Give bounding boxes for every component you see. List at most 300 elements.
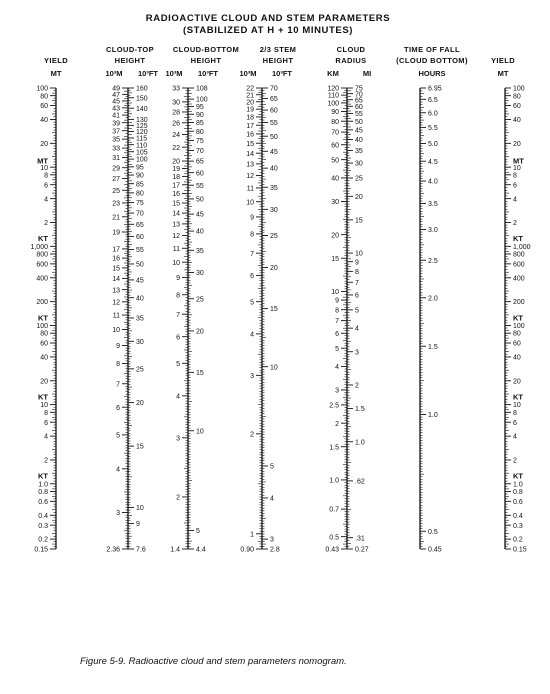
scale-tick-label: 75 [196, 138, 204, 146]
scale-tick-label: 2 [335, 420, 339, 428]
scale-header-cloud_bottom: HEIGHT [190, 56, 222, 65]
scale-tick-label: 16 [172, 191, 180, 199]
scale-tick-label: 19 [246, 106, 254, 114]
scale-tick-label: 5.0 [428, 141, 438, 149]
scale-unit-marker: KT [38, 234, 48, 244]
scale-tick-label: 16 [246, 131, 254, 139]
scale-tick-label: 6 [513, 182, 517, 190]
scale-tick-label: 2 [176, 494, 180, 502]
scale-tick-label: 60 [513, 103, 521, 111]
chart-title-line-1: RADIOACTIVE CLOUD AND STEM PARAMETERS [145, 13, 391, 24]
scale-tick-label: 30 [270, 206, 278, 214]
scale-tick-label: 11 [246, 185, 254, 193]
scale-tick-label: 10 [331, 289, 339, 297]
scale-tick-label: 110 [136, 142, 148, 150]
scale-tick-label: .62 [355, 478, 365, 486]
scale-tick-label: 25 [270, 233, 278, 241]
scale-header-cloud_top: HEIGHT [114, 56, 146, 65]
scale-tick-label: 5 [250, 299, 254, 307]
scale-tick-label: 24 [172, 132, 180, 140]
scale-tick-label: 27 [112, 176, 120, 184]
scale-unit-marker: KT [513, 313, 523, 323]
scale-tick-label: 105 [136, 149, 148, 157]
scale-tick-label: 30 [331, 199, 339, 207]
scale-tick-label: 65 [355, 97, 363, 105]
scale-tick-label: 15 [112, 265, 120, 273]
scale-header-stem_height: 2/3 STEM [259, 45, 297, 54]
scale-tick-label: 35 [196, 247, 204, 255]
scale-tick-label: 70 [331, 129, 339, 137]
scale-tick-label: 2.8 [270, 546, 280, 554]
scale-tick-label: 100 [36, 323, 48, 331]
scale-unit-left-time_of_fall: HOURS [418, 69, 446, 78]
scale-tick-label: 0.4 [38, 512, 48, 520]
scale-tick-label: 25 [136, 366, 144, 374]
scale-tick-label: 0.15 [34, 546, 48, 554]
scale-tick-label: 80 [331, 118, 339, 126]
scale-tick-label: 140 [136, 105, 148, 113]
scale-tick-label: 6 [176, 334, 180, 342]
scale-tick-label: 4 [176, 393, 180, 401]
scale-tick-label: 25 [355, 175, 363, 183]
scale-tick-label: 10 [40, 164, 48, 172]
scale-tick-label: 100 [327, 100, 339, 108]
scale-tick-label: 8 [44, 172, 48, 180]
scale-header-stem_height: HEIGHT [262, 56, 294, 65]
scale-unit-marker: KT [38, 313, 48, 323]
scale-tick-label: 41 [112, 112, 120, 120]
scale-tick-label: 35 [112, 136, 120, 144]
scale-tick-label: 40 [331, 175, 339, 183]
scale-tick-label: 40 [270, 165, 278, 173]
scale-tick-label: 14 [172, 210, 180, 218]
scale-unit-marker: KT [513, 392, 523, 402]
scale-tick-label: 28 [172, 109, 180, 117]
scale-tick-label: 10 [513, 402, 521, 410]
scale-tick-label: 125 [136, 122, 148, 130]
scale-tick-label: 55 [355, 111, 363, 119]
scale-tick-label: 20 [270, 265, 278, 273]
scale-tick-label: 40 [355, 137, 363, 145]
scale-tick-label: 1,000 [513, 243, 531, 251]
scale-tick-label: 12 [112, 299, 120, 307]
scale-tick-label: 9 [355, 259, 359, 267]
scale-tick-label: 20 [513, 140, 521, 148]
scale-tick-label: 400 [36, 275, 48, 283]
scale-tick-label: 80 [196, 128, 204, 136]
scale-tick-label: 100 [136, 156, 148, 164]
scale-tick-label: 80 [40, 330, 48, 338]
scale-tick-label: 0.8 [38, 489, 48, 497]
scale-tick-label: 3 [270, 536, 274, 544]
scale-tick-label: 2.5 [329, 402, 339, 410]
scale-tick-label: 60 [40, 103, 48, 111]
scale-tick-label: 22 [172, 144, 180, 152]
scale-tick-label: 7 [176, 311, 180, 319]
scale-tick-label: 0.7 [329, 506, 339, 514]
scale-tick-label: 9 [250, 214, 254, 222]
scale-unit-marker: KT [513, 234, 523, 244]
scale-tick-label: 21 [246, 92, 254, 100]
scale-tick-label: 0.3 [513, 522, 523, 530]
scale-tick-label: 3 [176, 435, 180, 443]
scale-header-cloud_bottom: CLOUD-BOTTOM [172, 45, 240, 54]
scale-tick-label: 0.3 [38, 522, 48, 530]
scale-tick-label: 21 [112, 214, 120, 222]
scale-tick-label: 3 [355, 349, 359, 357]
scale-unit-right-cloud_bottom: 10³FT [197, 69, 219, 78]
scale-tick-label: 0.90 [240, 546, 254, 554]
scale-tick-label: 45 [270, 148, 278, 156]
scale-tick-label: 40 [196, 228, 204, 236]
scale-tick-label: 1.0 [513, 481, 523, 489]
scale-tick-label: 110 [327, 92, 339, 100]
scale-tick-label: 17 [112, 246, 120, 254]
scale-tick-label: 40 [40, 117, 48, 125]
scale-tick-label: 400 [513, 275, 525, 283]
scale-tick-label: 0.5 [329, 534, 339, 542]
scale-tick-label: 20 [40, 378, 48, 386]
scale-tick-label: 65 [136, 221, 144, 229]
scale-tick-label: 40 [513, 117, 521, 125]
scale-tick-label: 3 [250, 372, 254, 380]
scale-tick-label: 20 [136, 400, 144, 408]
scale-tick-label: 8 [250, 231, 254, 239]
scale-unit-right-yield_right: MT [497, 69, 509, 78]
scale-tick-label: 2 [513, 220, 517, 228]
scale-tick-label: 14 [246, 150, 254, 158]
scale-tick-label: 35 [355, 148, 363, 156]
scale-tick-label: 20 [331, 232, 339, 240]
scale-tick-label: 80 [136, 190, 144, 198]
scale-tick-label: 55 [136, 247, 144, 255]
scale-tick-label: 5 [176, 360, 180, 368]
scale-tick-label: 8 [513, 172, 517, 180]
scale-tick-label: 4 [44, 196, 48, 204]
scale-tick-label: 85 [136, 181, 144, 189]
scale-tick-label: 60 [331, 142, 339, 150]
scale-tick-label: 80 [513, 330, 521, 338]
scale-tick-label: 7 [355, 279, 359, 287]
scale-tick-label: 15 [196, 369, 204, 377]
scale-tick-label: 800 [36, 251, 48, 259]
scale-tick-label: 15 [136, 443, 144, 451]
scale-tick-label: 2 [513, 457, 517, 465]
scale-tick-label: 43 [112, 105, 120, 113]
scale-tick-label: 4.0 [428, 178, 438, 186]
scale-tick-label: 75 [355, 85, 363, 93]
scale-tick-label: 30 [355, 160, 363, 168]
scale-tick-label: 40 [136, 295, 144, 303]
scale-tick-label: 20 [246, 99, 254, 107]
scale-unit-marker: MT [513, 156, 524, 166]
scale-header-time_of_fall: TIME OF FALL [403, 45, 461, 54]
scale-tick-label: 45 [196, 211, 204, 219]
scale-tick-label: 15 [331, 255, 339, 263]
scale-tick-label: 10 [136, 505, 144, 513]
scale-tick-label: 12 [246, 173, 254, 181]
scale-tick-label: 100 [513, 323, 525, 331]
scale-tick-label: 65 [196, 158, 204, 166]
scale-tick-label: 200 [36, 299, 48, 307]
scale-tick-label: 35 [136, 315, 144, 323]
scale-tick-label: 8 [176, 292, 180, 300]
scale-tick-label: 6 [355, 292, 359, 300]
scale-cloud_bottom [165, 45, 239, 554]
scale-tick-label: 11 [112, 312, 120, 320]
scale-tick-label: 45 [136, 277, 144, 285]
scale-tick-label: 10 [40, 402, 48, 410]
scale-tick-label: 800 [513, 251, 525, 259]
scale-yield_left [30, 56, 68, 554]
scale-tick-label: 5 [270, 463, 274, 471]
scale-tick-label: 7 [250, 250, 254, 258]
scale-tick-label: 8 [116, 361, 120, 369]
scale-tick-label: 90 [136, 172, 144, 180]
scale-tick-label: 7 [116, 381, 120, 389]
scale-tick-label: 8 [44, 409, 48, 417]
scale-tick-label: 10 [355, 250, 363, 258]
scale-tick-label: 20 [40, 140, 48, 148]
scale-unit-right-stem_height: 10³FT [271, 69, 293, 78]
scale-tick-label: 6.5 [428, 96, 438, 104]
scale-tick-label: 31 [112, 155, 120, 163]
scale-tick-label: 30 [196, 270, 204, 278]
scale-tick-label: 10 [513, 164, 521, 172]
scale-tick-label: 6 [44, 419, 48, 427]
scale-tick-label: 19 [112, 229, 120, 237]
scale-tick-label: 115 [136, 135, 148, 143]
scale-tick-label: 90 [331, 109, 339, 117]
scale-tick-label: .31 [355, 535, 365, 543]
scale-tick-label: 22 [246, 85, 254, 93]
scale-tick-label: 0.6 [38, 498, 48, 506]
scale-tick-label: 0.5 [428, 528, 438, 536]
scale-tick-label: 0.6 [513, 498, 523, 506]
scale-tick-label: 150 [136, 95, 148, 103]
scale-tick-label: 95 [136, 164, 144, 172]
scale-unit-left-cloud_radius: KM [327, 69, 339, 78]
scale-tick-label: 47 [112, 91, 120, 99]
figure-caption: Figure 5-9. Radioactive cloud and stem parameters nomogram. [80, 656, 347, 667]
scale-tick-label: 50 [355, 118, 363, 126]
scale-tick-label: 0.4 [513, 512, 523, 520]
scale-tick-label: 200 [513, 299, 525, 307]
scale-tick-label: 120 [327, 85, 339, 93]
scale-tick-label: 15 [355, 217, 363, 225]
scale-tick-label: 100 [196, 96, 208, 104]
scale-tick-label: 30 [172, 99, 180, 107]
scale-tick-label: 6 [513, 419, 517, 427]
scale-tick-label: 3 [335, 387, 339, 395]
scale-stem_height [239, 45, 296, 554]
scale-unit-right-cloud_top: 10³FT [137, 69, 159, 78]
scale-tick-label: 9 [136, 521, 140, 529]
scale-tick-label: 4 [335, 364, 339, 372]
scale-tick-label: 8 [335, 307, 339, 315]
scale-tick-label: 6 [44, 182, 48, 190]
scale-tick-label: 20 [172, 158, 180, 166]
scale-tick-label: 100 [513, 85, 525, 93]
scale-tick-label: 15 [246, 140, 254, 148]
chart-title-line-2: (STABILIZED AT H + 10 MINUTES) [182, 25, 354, 36]
scale-tick-label: 4 [270, 495, 274, 503]
scale-unit-left-cloud_top: 10³M [105, 69, 123, 78]
scale-tick-label: 9 [116, 343, 120, 351]
scale-tick-label: 60 [270, 107, 278, 115]
scale-tick-label: 3.0 [428, 227, 438, 235]
scale-unit-marker: KT [38, 392, 48, 402]
scale-tick-label: 60 [513, 340, 521, 348]
scale-tick-label: 1.4 [170, 546, 180, 554]
scale-tick-label: 16 [112, 255, 120, 263]
scale-tick-label: 1.0 [355, 439, 365, 447]
scale-tick-label: 90 [196, 111, 204, 119]
scale-tick-label: 7 [335, 318, 339, 326]
scale-tick-label: 0.45 [428, 546, 442, 554]
scale-tick-label: 60 [196, 170, 204, 178]
scale-header-time_of_fall: (CLOUD BOTTOM) [396, 56, 468, 65]
scale-tick-label: 0.2 [513, 536, 523, 544]
scale-tick-label: 18 [172, 174, 180, 182]
scale-tick-label: 5.5 [428, 125, 438, 133]
scale-tick-label: 0.8 [513, 489, 523, 497]
scale-yield_right [491, 56, 531, 554]
scale-tick-label: 1.5 [355, 406, 365, 414]
scale-tick-label: 10 [172, 259, 180, 267]
scale-tick-label: 2 [44, 220, 48, 228]
scale-tick-label: 70 [136, 210, 144, 218]
scale-tick-label: 4 [116, 466, 120, 474]
scale-tick-label: 11 [172, 245, 180, 253]
scale-tick-label: 23 [112, 200, 120, 208]
scale-tick-label: 160 [136, 85, 148, 93]
scale-header-cloud_top: CLOUD-TOP [105, 45, 155, 54]
scale-unit-left-stem_height: 10³M [239, 69, 257, 78]
scale-tick-label: 60 [136, 233, 144, 241]
scale-tick-label: 50 [196, 196, 204, 204]
scale-tick-label: 108 [196, 85, 208, 93]
scale-tick-label: 80 [513, 93, 521, 101]
scale-tick-label: 30 [136, 338, 144, 346]
scale-tick-label: 29 [112, 165, 120, 173]
scale-header-cloud_radius: CLOUD [336, 45, 366, 54]
scale-tick-label: 1.0 [38, 481, 48, 489]
scale-tick-label: 55 [270, 120, 278, 128]
scale-tick-label: 60 [355, 103, 363, 111]
scale-tick-label: 1.0 [329, 477, 339, 485]
scale-tick-label: 4.4 [196, 546, 206, 554]
scale-tick-label: 0.43 [325, 546, 339, 554]
scale-tick-label: 5 [355, 307, 359, 315]
scale-tick-label: 600 [36, 261, 48, 269]
scale-tick-label: 70 [270, 85, 278, 93]
scale-tick-label: 1,000 [30, 243, 48, 251]
scale-tick-label: 6.95 [428, 85, 442, 93]
scale-tick-label: 15 [270, 306, 278, 314]
scale-tick-label: 7.6 [136, 546, 146, 554]
scale-tick-label: 0.15 [513, 546, 527, 554]
scale-cloud_radius [325, 45, 371, 554]
scale-tick-label: 20 [196, 328, 204, 336]
scale-tick-label: 10 [196, 428, 204, 436]
scale-tick-label: 45 [112, 98, 120, 106]
scale-unit-marker: MT [37, 156, 48, 166]
scale-tick-label: 4 [355, 325, 359, 333]
scale-tick-label: 55 [196, 182, 204, 190]
scale-tick-label: 40 [513, 354, 521, 362]
scale-tick-label: 60 [40, 340, 48, 348]
scale-tick-label: 120 [136, 129, 148, 137]
scale-cloud_top [105, 45, 158, 554]
scale-tick-label: 20 [513, 378, 521, 386]
scale-tick-label: 12 [172, 233, 180, 241]
scale-tick-label: 70 [355, 91, 363, 99]
scale-tick-label: 10 [270, 364, 278, 372]
scale-tick-label: 5 [335, 345, 339, 353]
scale-tick-label: 65 [270, 96, 278, 104]
scale-tick-label: 5 [116, 432, 120, 440]
scale-tick-label: 6 [335, 330, 339, 338]
scale-tick-label: 45 [355, 127, 363, 135]
scale-tick-label: 2.0 [428, 295, 438, 303]
scale-tick-label: 17 [246, 122, 254, 130]
scale-tick-label: 15 [172, 200, 180, 208]
scale-tick-label: 600 [513, 261, 525, 269]
scale-tick-label: 13 [172, 221, 180, 229]
scale-tick-label: 2 [44, 457, 48, 465]
scale-tick-label: 2.36 [106, 546, 120, 554]
scale-tick-label: 80 [40, 93, 48, 101]
scale-tick-label: 35 [270, 184, 278, 192]
scale-tick-label: 4 [513, 196, 517, 204]
scale-header-yield_right: YIELD [490, 56, 516, 65]
scale-tick-label: 26 [172, 120, 180, 128]
scale-tick-label: 18 [246, 114, 254, 122]
scale-tick-label: 25 [112, 187, 120, 195]
scale-tick-label: 9 [335, 297, 339, 305]
scale-tick-label: 100 [36, 85, 48, 93]
scale-tick-label: 4 [44, 433, 48, 441]
scale-tick-label: 50 [331, 157, 339, 165]
scale-tick-label: 4 [513, 433, 517, 441]
scale-tick-label: 20 [355, 193, 363, 201]
scale-tick-label: 40 [40, 354, 48, 362]
scale-tick-label: 33 [112, 145, 120, 153]
scale-tick-label: 3 [116, 510, 120, 518]
scale-tick-label: 33 [172, 85, 180, 93]
scale-unit-left-yield_left: MT [50, 69, 62, 78]
scale-unit-left-cloud_bottom: 10³M [165, 69, 183, 78]
scale-tick-label: 13 [246, 161, 254, 169]
scale-tick-label: 2.5 [428, 257, 438, 265]
scale-tick-label: 85 [196, 120, 204, 128]
scale-unit-marker: KT [513, 471, 523, 481]
scale-tick-label: 1 [250, 531, 254, 539]
scale-tick-label: 1.5 [428, 343, 438, 351]
scale-tick-label: 10 [112, 327, 120, 335]
scale-tick-label: 1.5 [329, 444, 339, 452]
scale-tick-label: 8 [355, 268, 359, 276]
scale-header-cloud_radius: RADIUS [335, 56, 367, 65]
scale-tick-label: 0.2 [38, 536, 48, 544]
scale-header-yield_left: YIELD [43, 56, 69, 65]
scale-tick-label: 1.0 [428, 412, 438, 420]
scale-tick-label: 9 [176, 275, 180, 283]
scale-tick-label: 49 [112, 85, 120, 93]
scale-tick-label: 50 [136, 261, 144, 269]
scale-tick-label: 25 [196, 296, 204, 304]
